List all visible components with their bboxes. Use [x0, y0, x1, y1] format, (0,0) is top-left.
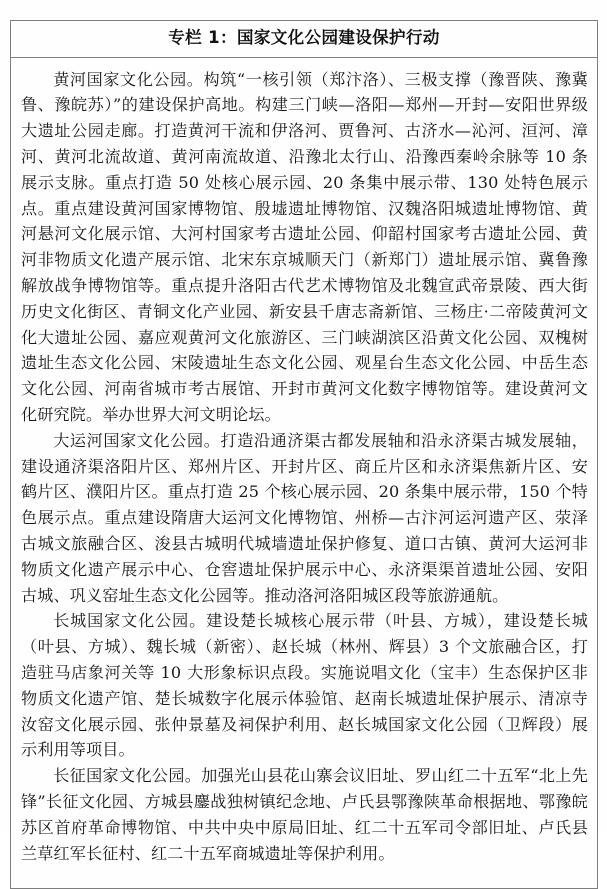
paragraph-great-wall: 长城国家文化公园。建设楚长城核心展示带（叶县、方城），建设楚长城（叶县、方城）、魏长城（新密）、赵长城（林州、辉县）3 个文旅融合区，打造驻马店象河关等 10 大形象标识点段。实施说唱文化（宝丰）生态保护区非物质文化遗产馆、楚长城数字化展示体验馆、赵南长城遗址保护展示、清凉寺汝窑文化展示园、张仲景墓及祠保护利用、赵长城国家文化公园（卫辉段）展示利用等项目。	[21, 611, 588, 760]
paragraph-grand-canal: 大运河国家文化公园。打造沿通济渠古都发展轴和沿永济渠古城发展轴，建设通济渠洛阳片区、郑州片区、开封片区、商丘片区和永济渠焦新片区、安鹤片区、濮阳片区。重点打造 25 个核心展示园、20 条集中展示带，150 个特色展示点。重点建设隋唐大运河文化博物馆、州桥—古汴河运河遗产区、荥泽古城文旅融合区、浚县古城明代城墙遗址保护修复、道口古镇、黄河大运河非物质文化遗产展示中心、仓窖遗址保护展示中心、永济渠渠首遗址公园、安阳古城、巩义窑址生态文化公园等。推动洛河洛阳城区段等旅游通航。	[21, 430, 588, 605]
callout-title-row	[11, 21, 597, 58]
page-title: 专栏 1：国家文化公园建设保护行动	[168, 28, 440, 47]
callout-body	[11, 58, 597, 889]
paragraph-long-march: 长征国家文化公园。加强光山县花山寨会议旧址、罗山红二十五军“北上先锋”长征文化园、方城县鏖战独树镇纪念地、卢氏县鄂豫陕革命根据地、鄂豫皖苏区首府革命博物馆、中共中央中原局旧址、红二十五军司令部旧址、卢氏县兰草红军长征村、红二十五军商城遗址等保护利用。	[21, 766, 588, 863]
callout-box	[10, 20, 598, 889]
paragraph-yellow-river: 黄河国家文化公园。构筑“一核引领（郑汴洛）、三极支撑（豫晋陕、豫冀鲁、豫皖苏）”的建设保护高地。构建三门峡—洛阳—郑州—开封—安阳世界级大遗址公园走廊。打造黄河干流和伊洛河、贾鲁河、古济水—沁河、洹河、漳河、黄河北流故道、黄河南流故道、沿豫北太行山、沿豫西秦岭余脉等 10 条展示支脉。重点打造 50 处核心展示园、20 条集中展示带、130 处特色展示点。重点建设黄河国家博物馆、殷墟遗址博物馆、汉魏洛阳城遗址博物馆、黄河悬河文化展示馆、大河村国家考古遗址公园、仰韶村国家考古遗址公园、黄河非物质文化遗产展示馆、北宋东京城顺天门（新郑门）遗址展示馆、冀鲁豫解放战争博物馆等。重点提升洛阳古代艺术博物馆及北魏宣武帝景陵、西大街历史文化街区、青铜文化产业园、新安县千唐志斋新馆、三杨庄·二帝陵黄河文化大遗址公园、嘉应观黄河文化旅游区、三门峡湖滨区沿黄文化公园、双槐树遗址生态文化公园、宋陵遗址生态文化公园、观星台生态文化公园、中岳生态文化公园、河南省城市考古展馆、开封市黄河文化数字博物馆等。建设黄河文化研究院。举办世界大河文明论坛。	[21, 69, 588, 424]
